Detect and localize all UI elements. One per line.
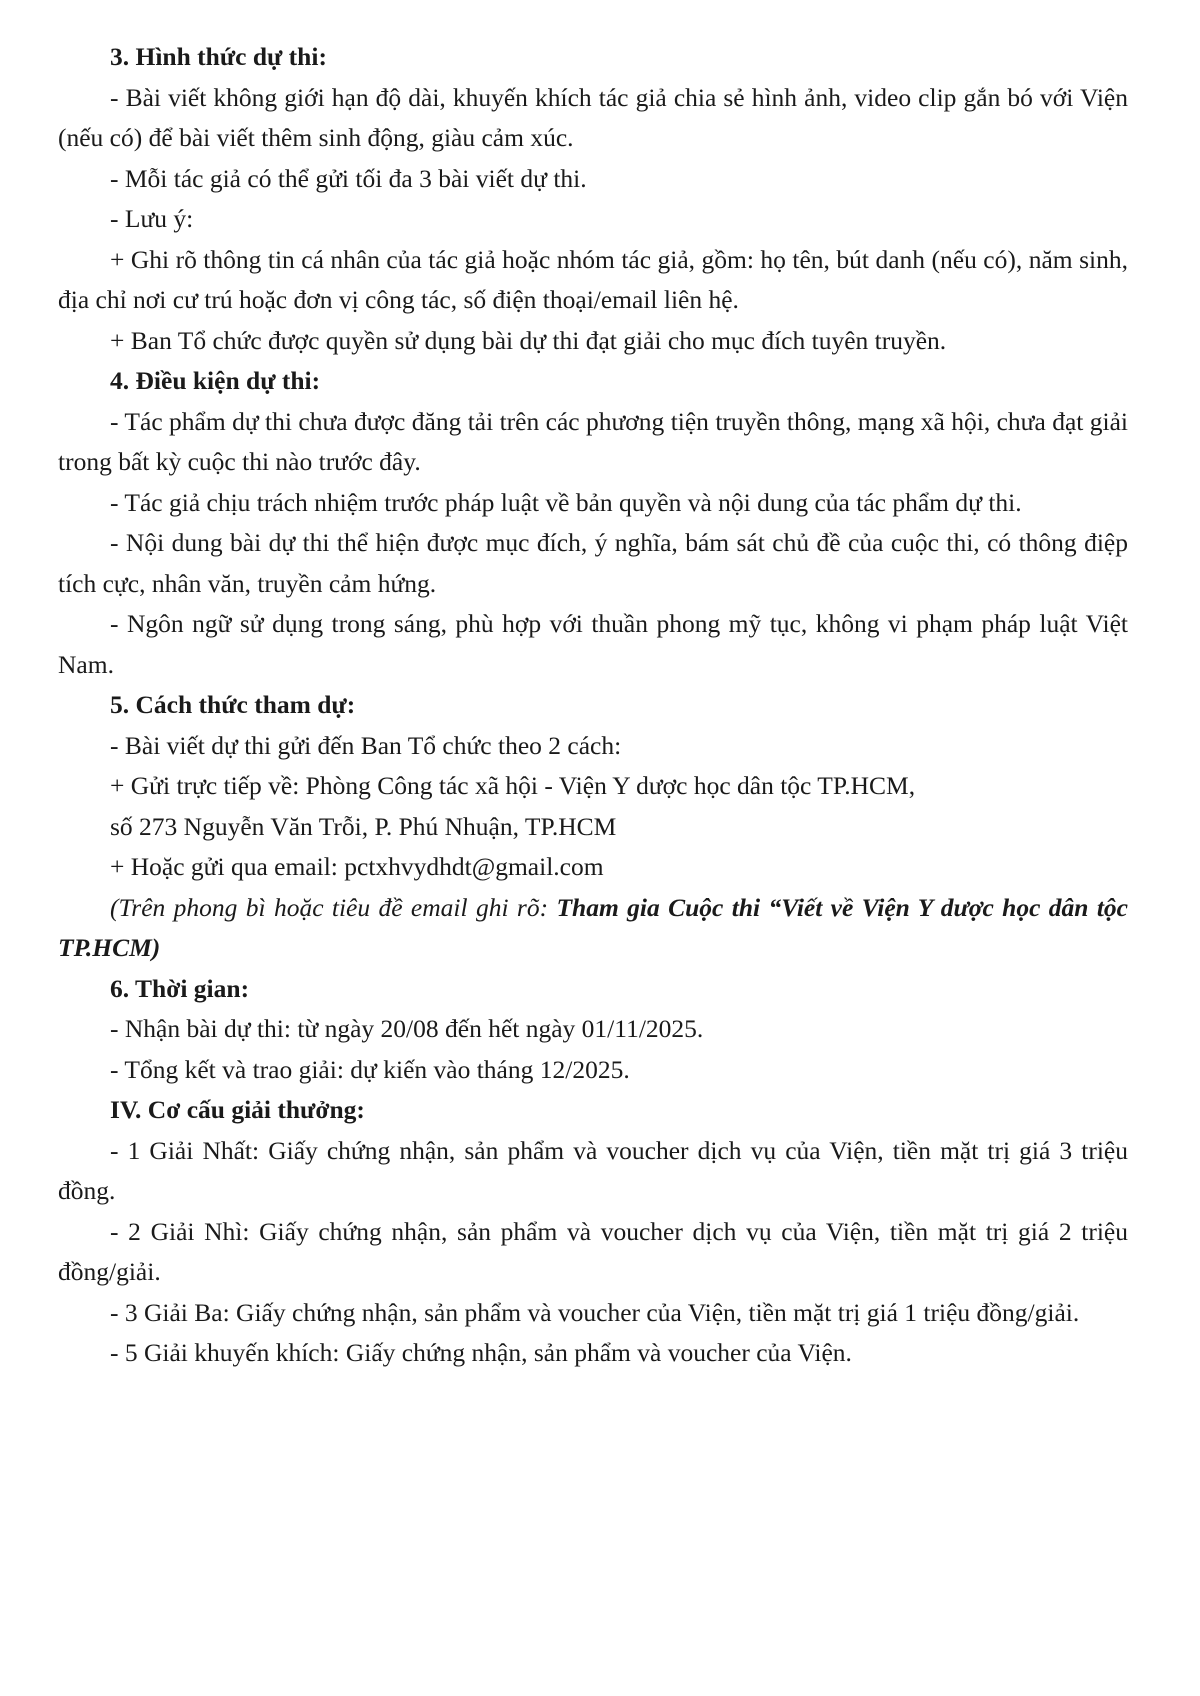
paragraph: - 5 Giải khuyến khích: Giấy chứng nhận, sản phẩm và voucher của Viện. [110, 1338, 852, 1367]
paragraph: - Bài viết dự thi gửi đến Ban Tổ chức theo 2 cách: [110, 730, 622, 760]
note-prefix: (Trên phong bì hoặc tiêu đề email ghi rõ: [110, 892, 557, 922]
section-heading-giai-thuong: IV. Cơ cấu giải thưởng: [110, 1095, 365, 1124]
document-page [58, 37, 1128, 1374]
note-bold: Tham gia Cuộc thi “Viết về Viện Y dược học dân tộc TP.HCM) [58, 892, 1129, 962]
paragraph: - Ngôn ngữ sử dụng trong sáng, phù hợp với thuần phong mỹ tục, không vi phạm pháp luật Việt Nam. [58, 609, 1128, 679]
paragraph: + Gửi trực tiếp về: Phòng Công tác xã hội - Viện Y dược học dân tộc TP.HCM, [110, 771, 916, 800]
section-heading-cach-thuc: 5. Cách thức tham dự: [110, 690, 356, 719]
submission-note [58, 888, 1128, 969]
paragraph: - Tác giả chịu trách nhiệm trước pháp luật về bản quyền và nội dung của tác phẩm dự thi. [110, 487, 1022, 517]
paragraph: + Ghi rõ thông tin cá nhân của tác giả hoặc nhóm tác giả, gồm: họ tên, bút danh (nếu có), năm sinh, địa chỉ nơi cư trú hoặc đơn vị công tác, số điện thoại/email liên hệ. [58, 244, 1128, 314]
paragraph: - Nội dung bài dự thi thể hiện được mục đích, ý nghĩa, bám sát chủ đề của cuộc thi, có thông điệp tích cực, nhân văn, truyền cảm hứng. [58, 528, 1128, 598]
section-heading-dieu-kien: 4. Điều kiện dự thi: [110, 366, 321, 395]
paragraph: - Nhận bài dự thi: từ ngày 20/08 đến hết ngày 01/11/2025. [110, 1014, 704, 1043]
paragraph: - 1 Giải Nhất: Giấy chứng nhận, sản phẩm và voucher dịch vụ của Viện, tiền mặt trị giá 3 triệu đồng. [58, 1135, 1128, 1205]
email-line: + Hoặc gửi qua email: pctxhvydhdt@gmail.com [110, 852, 604, 881]
paragraph: - Lưu ý: [110, 204, 194, 233]
paragraph: - Tổng kết và trao giải: dự kiến vào tháng 12/2025. [110, 1054, 630, 1084]
section-heading-hinh-thuc: 3. Hình thức dự thi: [110, 42, 327, 71]
paragraph: - Tác phẩm dự thi chưa được đăng tải trên các phương tiện truyền thông, mạng xã hội, chưa đạt giải trong bất kỳ cuộc thi nào trước đây. [58, 406, 1128, 476]
paragraph: - 2 Giải Nhì: Giấy chứng nhận, sản phẩm và voucher dịch vụ của Viện, tiền mặt trị giá 2 triệu đồng/giải. [58, 1216, 1128, 1286]
section-heading-thoi-gian: 6. Thời gian: [110, 973, 250, 1003]
address-line: số 273 Nguyễn Văn Trỗi, P. Phú Nhuận, TP.HCM [110, 811, 617, 841]
paragraph: - Mỗi tác giả có thể gửi tối đa 3 bài viết dự thi. [110, 163, 587, 193]
paragraph: + Ban Tổ chức được quyền sử dụng bài dự thi đạt giải cho mục đích tuyên truyền. [110, 325, 947, 355]
paragraph: - Bài viết không giới hạn độ dài, khuyến khích tác giả chia sẻ hình ảnh, video clip gắn bó với Viện (nếu có) để bài viết thêm sinh động, giàu cảm xúc. [58, 82, 1128, 152]
paragraph: - 3 Giải Ba: Giấy chứng nhận, sản phẩm và voucher của Viện, tiền mặt trị giá 1 triệu đồng/giải. [110, 1297, 1080, 1327]
